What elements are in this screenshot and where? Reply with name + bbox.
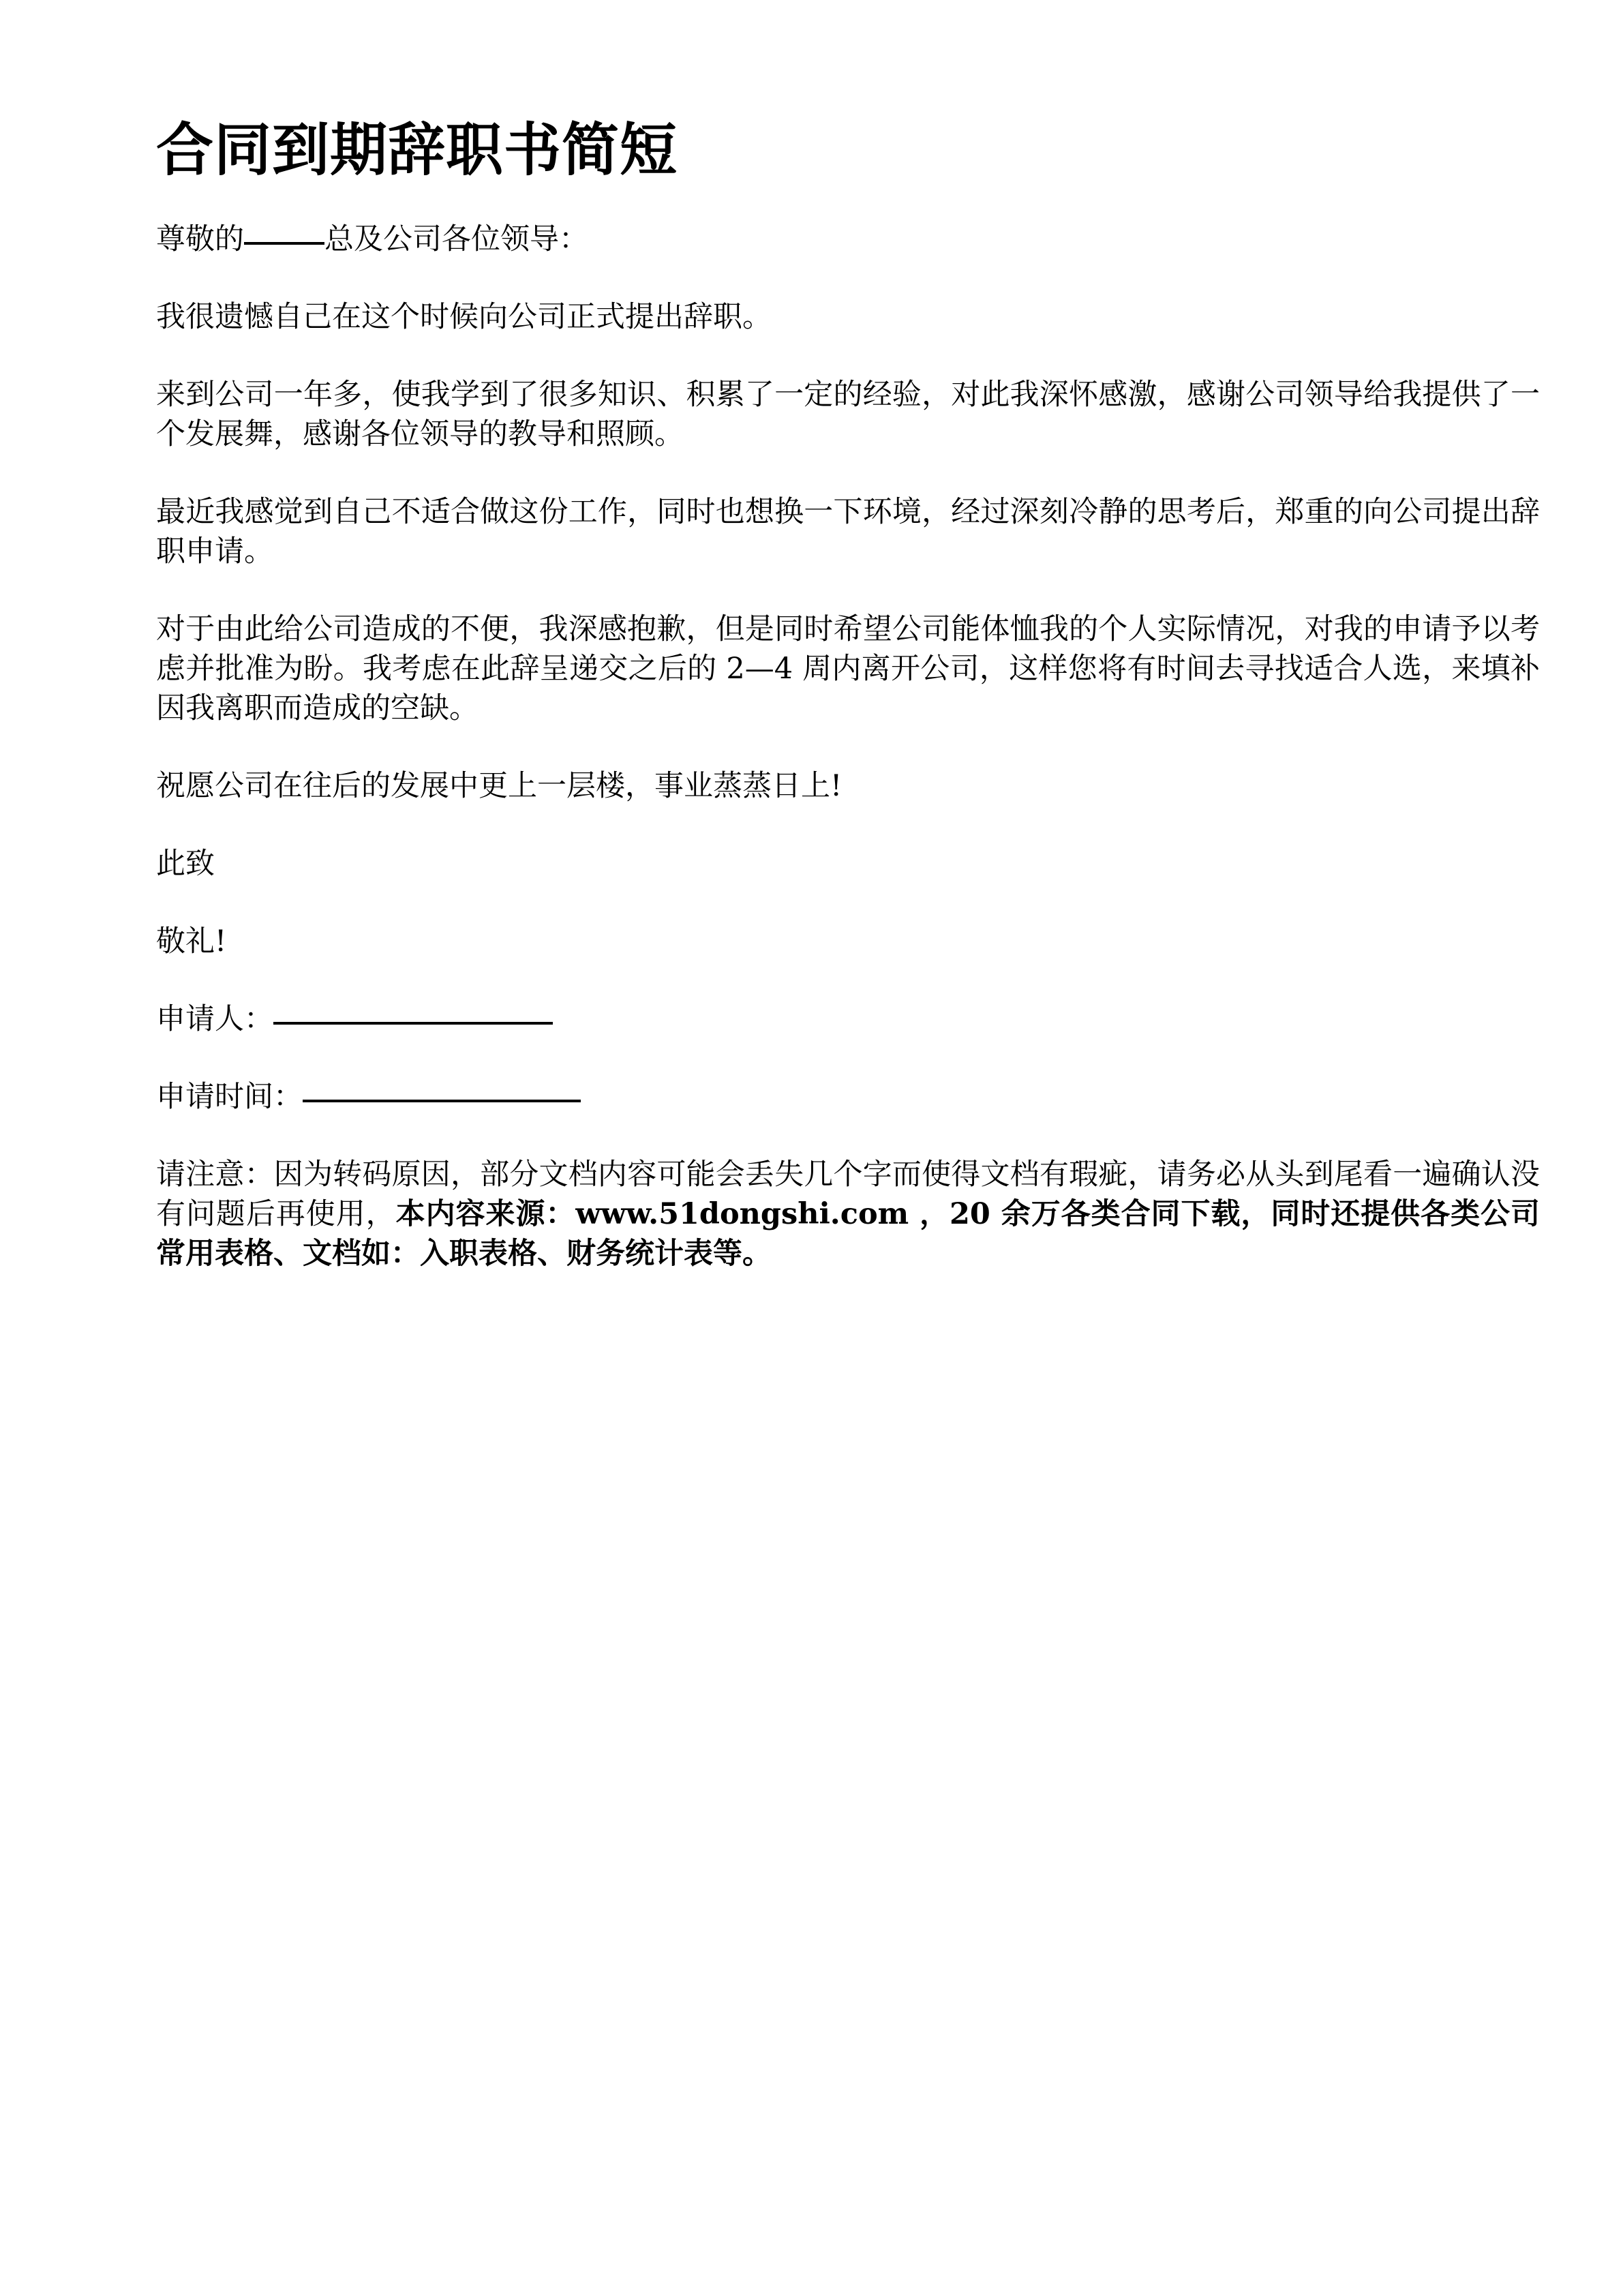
date-line xyxy=(156,1077,1540,1117)
closing-jingli: 敬礼! xyxy=(156,924,227,958)
date-label: 申请时间： xyxy=(156,1080,303,1114)
salutation-suffix: 总及公司各位领导： xyxy=(324,222,588,256)
document-title: 合同到期辞职书简短 xyxy=(156,117,678,183)
paragraph-4: 对于由此给公司造成的不便，我深感抱歉，但是同时希望公司能体恤我的个人实际情况，对我的申请予以考虑并批准为盼。我考虑在此辞呈递交之后的 2—4 周内离开公司，这样您将有时间去寻找适合人选，来填补因我离职而造成的空缺。 xyxy=(156,612,1540,725)
date-blank-line xyxy=(303,1098,581,1102)
applicant-label: 申请人： xyxy=(156,1002,273,1036)
notice-paragraph xyxy=(156,1155,1540,1273)
paragraph-3: 最近我感觉到自己不适合做这份工作，同时也想换一下环境，经过深刻冷静的思考后，郑重的向公司提出辞职申请。 xyxy=(156,495,1540,569)
closing-zhici: 此致 xyxy=(156,847,215,881)
salutation-prefix: 尊敬的 xyxy=(156,222,244,256)
paragraph-5: 祝愿公司在往后的发展中更上一层楼，事业蒸蒸日上! xyxy=(156,769,843,803)
notice-text: 请注意：因为转码原因，部分文档内容可能会丢失几个字而使得文档有瑕疵，请务必从头到尾看一遍确认没有问题后再使用， xyxy=(156,1158,1540,1231)
applicant-blank-line xyxy=(273,1021,553,1025)
name-blank-line xyxy=(244,241,324,245)
paragraph-1: 我很遗憾自己在这个时候向公司正式提出辞职。 xyxy=(156,300,772,334)
applicant-line xyxy=(156,999,1540,1039)
paragraph-2: 来到公司一年多，使我学到了很多知识、积累了一定的经验，对此我深怀感激，感谢公司领导给我提供了一个发展舞，感谢各位领导的教导和照顾。 xyxy=(156,378,1540,451)
notice-source-text: 本内容来源：www.51dongshi.com ，20 余万各类合同下载，同时还提供各类公司常用表格、文档如：入职表格、财务统计表等。 xyxy=(156,1197,1540,1271)
salutation xyxy=(156,220,1540,259)
document-body xyxy=(156,109,1540,1312)
